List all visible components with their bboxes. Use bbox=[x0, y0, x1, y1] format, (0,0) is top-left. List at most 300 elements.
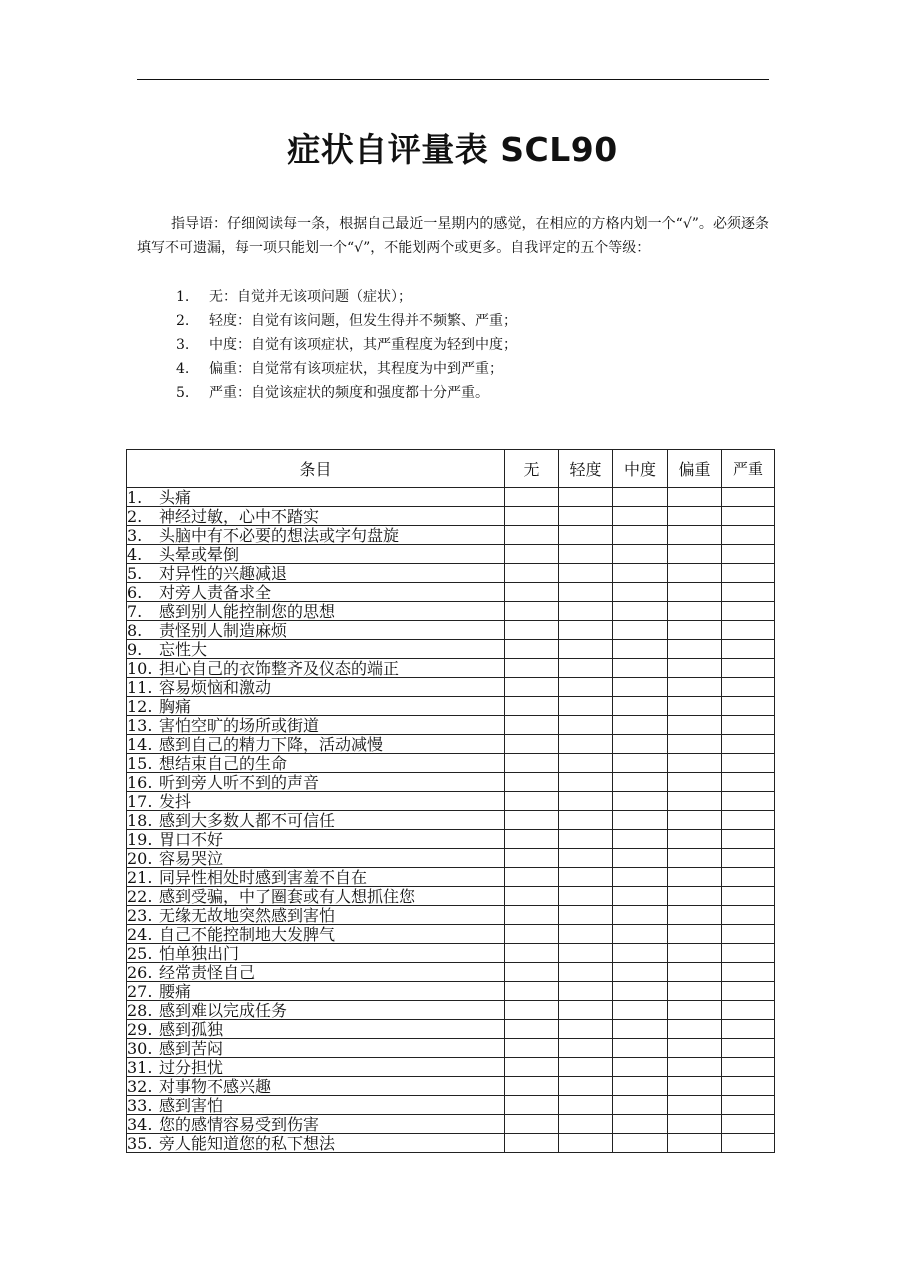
rating-cell-mild[interactable] bbox=[559, 944, 613, 963]
item-text: 感到苦闷 bbox=[159, 1038, 224, 1058]
rating-cell-fairly-severe[interactable] bbox=[668, 1039, 722, 1058]
rating-cell-mild[interactable] bbox=[559, 716, 613, 735]
rating-cell-mild[interactable] bbox=[559, 754, 613, 773]
rating-cell-moderate[interactable] bbox=[613, 640, 668, 659]
rating-cell-mild[interactable] bbox=[559, 564, 613, 583]
rating-cell-severe[interactable] bbox=[722, 621, 775, 640]
item-cell bbox=[127, 1058, 505, 1077]
rating-cell-mild[interactable] bbox=[559, 507, 613, 526]
rating-cell-moderate[interactable] bbox=[613, 1096, 668, 1115]
rating-level: 2. 轻度：自觉有该问题，但发生得并不频繁、严重； bbox=[176, 313, 517, 329]
item-text: 感到大多数人都不可信任 bbox=[159, 810, 336, 830]
rating-cell-moderate[interactable] bbox=[613, 602, 668, 621]
item-number: 7. bbox=[127, 601, 143, 621]
item-number: 25. bbox=[127, 943, 153, 963]
rating-cell-none[interactable] bbox=[505, 754, 559, 773]
header-fairly-severe: 偏重 bbox=[668, 450, 722, 488]
item-text: 同异性相处时感到害羞不自在 bbox=[159, 867, 368, 887]
item-text: 胸痛 bbox=[159, 696, 192, 716]
rating-cell-moderate[interactable] bbox=[613, 792, 668, 811]
item-text: 经常责怪自己 bbox=[159, 962, 256, 982]
item-text: 听到旁人听不到的声音 bbox=[159, 772, 320, 792]
item-cell bbox=[127, 1134, 505, 1153]
rating-cell-none[interactable] bbox=[505, 982, 559, 1001]
header-item: 条目 bbox=[127, 450, 505, 488]
rating-cell-mild[interactable] bbox=[559, 526, 613, 545]
rating-cell-none[interactable] bbox=[505, 583, 559, 602]
item-number: 21. bbox=[127, 867, 153, 887]
item-text: 感到害怕 bbox=[159, 1095, 224, 1115]
rating-cell-none[interactable] bbox=[505, 659, 559, 678]
rating-cell-mild[interactable] bbox=[559, 583, 613, 602]
item-cell bbox=[127, 944, 505, 963]
rating-cell-none[interactable] bbox=[505, 488, 559, 507]
rating-cell-severe[interactable] bbox=[722, 602, 775, 621]
rating-cell-fairly-severe[interactable] bbox=[668, 583, 722, 602]
rating-cell-severe[interactable] bbox=[722, 963, 775, 982]
rating-level: 4. 偏重：自觉常有该项症状，其程度为中到严重； bbox=[176, 361, 503, 377]
rating-cell-mild[interactable] bbox=[559, 602, 613, 621]
item-cell bbox=[127, 488, 505, 507]
rating-cell-moderate[interactable] bbox=[613, 754, 668, 773]
rating-cell-severe[interactable] bbox=[722, 792, 775, 811]
item-number: 3. bbox=[127, 525, 143, 545]
item-number: 22. bbox=[127, 886, 153, 906]
instructions-text: 指导语：仔细阅读每一条，根据自己最近一星期内的感觉，在相应的方格内划一个“√”。必须逐条填写不可遗漏，每一项只能划一个“√”，不能划两个或更多。自我评定的五个等级： bbox=[137, 216, 769, 256]
rating-cell-none[interactable] bbox=[505, 1115, 559, 1134]
rating-cell-fairly-severe[interactable] bbox=[668, 811, 722, 830]
table-row bbox=[127, 1020, 775, 1039]
rating-cell-severe[interactable] bbox=[722, 716, 775, 735]
table-row bbox=[127, 621, 775, 640]
rating-cell-none[interactable] bbox=[505, 1096, 559, 1115]
rating-cell-moderate[interactable] bbox=[613, 583, 668, 602]
rating-cell-none[interactable] bbox=[505, 1058, 559, 1077]
table-row bbox=[127, 526, 775, 545]
item-text: 神经过敏，心中不踏实 bbox=[159, 506, 320, 526]
item-number: 5. bbox=[127, 563, 143, 583]
rating-cell-severe[interactable] bbox=[722, 659, 775, 678]
item-text: 担心自己的衣饰整齐及仪态的端正 bbox=[159, 658, 400, 678]
table-row bbox=[127, 659, 775, 678]
rating-cell-mild[interactable] bbox=[559, 678, 613, 697]
rating-cell-mild[interactable] bbox=[559, 830, 613, 849]
item-number: 15. bbox=[127, 753, 153, 773]
item-cell bbox=[127, 583, 505, 602]
rating-cell-none[interactable] bbox=[505, 602, 559, 621]
item-number: 11. bbox=[127, 677, 153, 697]
rating-cell-none[interactable] bbox=[505, 868, 559, 887]
rating-cell-severe[interactable] bbox=[722, 925, 775, 944]
item-text: 害怕空旷的场所或街道 bbox=[159, 715, 320, 735]
item-number: 10. bbox=[127, 658, 153, 678]
rating-cell-fairly-severe[interactable] bbox=[668, 564, 722, 583]
item-text: 忘性大 bbox=[159, 639, 208, 659]
item-text: 无缘无故地突然感到害怕 bbox=[159, 905, 336, 925]
rating-cell-severe[interactable] bbox=[722, 1115, 775, 1134]
item-cell bbox=[127, 811, 505, 830]
item-number: 26. bbox=[127, 962, 153, 982]
rating-cell-none[interactable] bbox=[505, 830, 559, 849]
item-text: 感到受骗，中了圈套或有人想抓住您 bbox=[159, 886, 416, 906]
rating-cell-fairly-severe[interactable] bbox=[668, 963, 722, 982]
rating-cell-moderate[interactable] bbox=[613, 963, 668, 982]
item-cell bbox=[127, 526, 505, 545]
rating-cell-moderate[interactable] bbox=[613, 716, 668, 735]
item-text: 腰痛 bbox=[159, 981, 192, 1001]
rating-cell-severe[interactable] bbox=[722, 1039, 775, 1058]
rating-cell-none[interactable] bbox=[505, 906, 559, 925]
rating-level: 1. 无：自觉并无该项问题（症状）； bbox=[176, 289, 412, 305]
rating-cell-fairly-severe[interactable] bbox=[668, 1096, 722, 1115]
item-number: 27. bbox=[127, 981, 153, 1001]
item-text: 头痛 bbox=[159, 487, 192, 507]
item-number: 33. bbox=[127, 1095, 153, 1115]
rating-cell-fairly-severe[interactable] bbox=[668, 906, 722, 925]
rating-cell-moderate[interactable] bbox=[613, 1058, 668, 1077]
rating-cell-mild[interactable] bbox=[559, 488, 613, 507]
rating-cell-moderate[interactable] bbox=[613, 1077, 668, 1096]
table-row bbox=[127, 830, 775, 849]
item-cell bbox=[127, 659, 505, 678]
rating-cell-moderate[interactable] bbox=[613, 1134, 668, 1153]
item-number: 29. bbox=[127, 1019, 153, 1039]
rating-cell-severe[interactable] bbox=[722, 640, 775, 659]
rating-level: 5. 严重：自觉该症状的频度和强度都十分严重。 bbox=[176, 385, 489, 401]
rating-cell-mild[interactable] bbox=[559, 545, 613, 564]
table-row bbox=[127, 716, 775, 735]
item-cell bbox=[127, 640, 505, 659]
table-row bbox=[127, 1096, 775, 1115]
item-number: 14. bbox=[127, 734, 153, 754]
table-row bbox=[127, 488, 775, 507]
item-number: 35. bbox=[127, 1133, 153, 1153]
rating-cell-fairly-severe[interactable] bbox=[668, 944, 722, 963]
rating-cell-fairly-severe[interactable] bbox=[668, 545, 722, 564]
rating-cell-moderate[interactable] bbox=[613, 545, 668, 564]
item-cell bbox=[127, 564, 505, 583]
header-mild: 轻度 bbox=[559, 450, 613, 488]
item-text: 感到孤独 bbox=[159, 1019, 224, 1039]
rating-cell-mild[interactable] bbox=[559, 1001, 613, 1020]
rating-cell-fairly-severe[interactable] bbox=[668, 659, 722, 678]
rating-cell-mild[interactable] bbox=[559, 640, 613, 659]
item-cell bbox=[127, 1115, 505, 1134]
item-number: 2. bbox=[127, 506, 143, 526]
item-cell bbox=[127, 735, 505, 754]
table-row bbox=[127, 925, 775, 944]
table-row bbox=[127, 1058, 775, 1077]
table-row bbox=[127, 1039, 775, 1058]
table-row bbox=[127, 678, 775, 697]
rating-cell-mild[interactable] bbox=[559, 1134, 613, 1153]
item-text: 过分担忧 bbox=[159, 1057, 224, 1077]
rating-cell-fairly-severe[interactable] bbox=[668, 507, 722, 526]
rating-cell-none[interactable] bbox=[505, 1039, 559, 1058]
rating-cell-severe[interactable] bbox=[722, 678, 775, 697]
rating-cell-severe[interactable] bbox=[722, 944, 775, 963]
rating-cell-mild[interactable] bbox=[559, 811, 613, 830]
rating-cell-mild[interactable] bbox=[559, 982, 613, 1001]
rating-cell-mild[interactable] bbox=[559, 849, 613, 868]
symptom-rating-table bbox=[126, 449, 775, 1153]
rating-cell-fairly-severe[interactable] bbox=[668, 697, 722, 716]
table-row bbox=[127, 602, 775, 621]
item-text: 头晕或晕倒 bbox=[159, 544, 240, 564]
item-cell bbox=[127, 830, 505, 849]
rating-cell-none[interactable] bbox=[505, 1020, 559, 1039]
rating-cell-mild[interactable] bbox=[559, 1096, 613, 1115]
item-number: 17. bbox=[127, 791, 153, 811]
rating-cell-moderate[interactable] bbox=[613, 944, 668, 963]
header-moderate: 中度 bbox=[613, 450, 668, 488]
rating-cell-moderate[interactable] bbox=[613, 1039, 668, 1058]
rating-cell-severe[interactable] bbox=[722, 1058, 775, 1077]
rating-cell-fairly-severe[interactable] bbox=[668, 735, 722, 754]
table-header-row bbox=[127, 450, 775, 488]
item-number: 32. bbox=[127, 1076, 153, 1096]
rating-cell-fairly-severe[interactable] bbox=[668, 678, 722, 697]
table-row bbox=[127, 849, 775, 868]
rating-cell-severe[interactable] bbox=[722, 1096, 775, 1115]
rating-cell-fairly-severe[interactable] bbox=[668, 868, 722, 887]
rating-cell-severe[interactable] bbox=[722, 982, 775, 1001]
rating-cell-fairly-severe[interactable] bbox=[668, 982, 722, 1001]
rating-cell-moderate[interactable] bbox=[613, 564, 668, 583]
rating-cell-moderate[interactable] bbox=[613, 887, 668, 906]
item-cell bbox=[127, 716, 505, 735]
rating-cell-mild[interactable] bbox=[559, 906, 613, 925]
rating-cell-mild[interactable] bbox=[559, 1115, 613, 1134]
rating-cell-moderate[interactable] bbox=[613, 849, 668, 868]
page-title: 症状自评量表 SCL90 bbox=[287, 130, 618, 169]
item-text: 容易烦恼和激动 bbox=[159, 677, 272, 697]
rating-cell-none[interactable] bbox=[505, 925, 559, 944]
rating-cell-moderate[interactable] bbox=[613, 659, 668, 678]
rating-cell-fairly-severe[interactable] bbox=[668, 830, 722, 849]
rating-cell-none[interactable] bbox=[505, 678, 559, 697]
rating-cell-severe[interactable] bbox=[722, 1001, 775, 1020]
rating-cell-severe[interactable] bbox=[722, 754, 775, 773]
rating-cell-none[interactable] bbox=[505, 526, 559, 545]
rating-cell-fairly-severe[interactable] bbox=[668, 1020, 722, 1039]
rating-cell-severe[interactable] bbox=[722, 773, 775, 792]
rating-cell-none[interactable] bbox=[505, 697, 559, 716]
rating-cell-none[interactable] bbox=[505, 735, 559, 754]
item-number: 30. bbox=[127, 1038, 153, 1058]
rating-cell-moderate[interactable] bbox=[613, 1115, 668, 1134]
table-row bbox=[127, 1134, 775, 1153]
rating-cell-severe[interactable] bbox=[722, 735, 775, 754]
rating-cell-moderate[interactable] bbox=[613, 982, 668, 1001]
table-row bbox=[127, 735, 775, 754]
rating-cell-none[interactable] bbox=[505, 792, 559, 811]
rating-cell-severe[interactable] bbox=[722, 564, 775, 583]
item-number: 16. bbox=[127, 772, 153, 792]
rating-cell-none[interactable] bbox=[505, 887, 559, 906]
rating-cell-none[interactable] bbox=[505, 507, 559, 526]
rating-cell-none[interactable] bbox=[505, 716, 559, 735]
rating-cell-fairly-severe[interactable] bbox=[668, 526, 722, 545]
item-text: 头脑中有不必要的想法或字句盘旋 bbox=[159, 525, 400, 545]
item-number: 9. bbox=[127, 639, 143, 659]
item-cell bbox=[127, 963, 505, 982]
table-row bbox=[127, 773, 775, 792]
rating-cell-none[interactable] bbox=[505, 564, 559, 583]
rating-cell-severe[interactable] bbox=[722, 583, 775, 602]
table-row bbox=[127, 545, 775, 564]
item-text: 旁人能知道您的私下想法 bbox=[159, 1133, 336, 1153]
rating-cell-mild[interactable] bbox=[559, 773, 613, 792]
rating-cell-severe[interactable] bbox=[722, 811, 775, 830]
rating-cell-mild[interactable] bbox=[559, 887, 613, 906]
table-row bbox=[127, 697, 775, 716]
item-cell bbox=[127, 754, 505, 773]
item-number: 24. bbox=[127, 924, 153, 944]
rating-cell-fairly-severe[interactable] bbox=[668, 488, 722, 507]
item-text: 对事物不感兴趣 bbox=[159, 1076, 272, 1096]
rating-cell-moderate[interactable] bbox=[613, 1001, 668, 1020]
rating-cell-mild[interactable] bbox=[559, 697, 613, 716]
table-row bbox=[127, 963, 775, 982]
rating-cell-fairly-severe[interactable] bbox=[668, 1058, 722, 1077]
table-row bbox=[127, 583, 775, 602]
item-cell bbox=[127, 602, 505, 621]
rating-cell-none[interactable] bbox=[505, 849, 559, 868]
rating-cell-none[interactable] bbox=[505, 1001, 559, 1020]
rating-cell-mild[interactable] bbox=[559, 1020, 613, 1039]
rating-cell-moderate[interactable] bbox=[613, 507, 668, 526]
rating-cell-moderate[interactable] bbox=[613, 1020, 668, 1039]
rating-cell-moderate[interactable] bbox=[613, 811, 668, 830]
rating-cell-severe[interactable] bbox=[722, 868, 775, 887]
rating-cell-none[interactable] bbox=[505, 1077, 559, 1096]
rating-cell-fairly-severe[interactable] bbox=[668, 754, 722, 773]
rating-cell-moderate[interactable] bbox=[613, 830, 668, 849]
rating-cell-fairly-severe[interactable] bbox=[668, 849, 722, 868]
rating-cell-none[interactable] bbox=[505, 621, 559, 640]
rating-cell-fairly-severe[interactable] bbox=[668, 602, 722, 621]
rating-cell-severe[interactable] bbox=[722, 849, 775, 868]
rating-cell-mild[interactable] bbox=[559, 1058, 613, 1077]
rating-cell-moderate[interactable] bbox=[613, 697, 668, 716]
item-cell bbox=[127, 621, 505, 640]
item-cell bbox=[127, 1096, 505, 1115]
item-text: 怕单独出门 bbox=[159, 943, 240, 963]
rating-cell-none[interactable] bbox=[505, 1134, 559, 1153]
rating-cell-fairly-severe[interactable] bbox=[668, 887, 722, 906]
item-cell bbox=[127, 868, 505, 887]
item-text: 自己不能控制地大发脾气 bbox=[159, 924, 336, 944]
item-text: 您的感情容易受到伤害 bbox=[159, 1114, 320, 1134]
rating-level: 3. 中度：自觉有该项症状，其严重程度为轻到中度； bbox=[176, 337, 517, 353]
item-cell bbox=[127, 792, 505, 811]
rating-cell-severe[interactable] bbox=[722, 1134, 775, 1153]
rating-cell-severe[interactable] bbox=[722, 488, 775, 507]
rating-cell-severe[interactable] bbox=[722, 906, 775, 925]
item-cell bbox=[127, 1039, 505, 1058]
table-row bbox=[127, 507, 775, 526]
item-cell bbox=[127, 507, 505, 526]
rating-cell-severe[interactable] bbox=[722, 526, 775, 545]
item-cell bbox=[127, 697, 505, 716]
rating-cell-none[interactable] bbox=[505, 811, 559, 830]
item-cell bbox=[127, 1077, 505, 1096]
rating-cell-moderate[interactable] bbox=[613, 906, 668, 925]
rating-cell-severe[interactable] bbox=[722, 545, 775, 564]
rating-cell-none[interactable] bbox=[505, 963, 559, 982]
item-number: 6. bbox=[127, 582, 143, 602]
rating-cell-mild[interactable] bbox=[559, 1039, 613, 1058]
rating-cell-moderate[interactable] bbox=[613, 735, 668, 754]
item-number: 18. bbox=[127, 810, 153, 830]
rating-cell-none[interactable] bbox=[505, 944, 559, 963]
rating-cell-fairly-severe[interactable] bbox=[668, 792, 722, 811]
table-row bbox=[127, 754, 775, 773]
rating-cell-severe[interactable] bbox=[722, 697, 775, 716]
rating-cell-fairly-severe[interactable] bbox=[668, 716, 722, 735]
rating-cell-fairly-severe[interactable] bbox=[668, 1134, 722, 1153]
item-text: 感到自己的精力下降，活动减慢 bbox=[159, 734, 384, 754]
rating-cell-fairly-severe[interactable] bbox=[668, 773, 722, 792]
rating-cell-none[interactable] bbox=[505, 545, 559, 564]
rating-cell-severe[interactable] bbox=[722, 830, 775, 849]
item-number: 19. bbox=[127, 829, 153, 849]
table-row bbox=[127, 1001, 775, 1020]
rating-cell-mild[interactable] bbox=[559, 1077, 613, 1096]
rating-cell-severe[interactable] bbox=[722, 1077, 775, 1096]
rating-cell-fairly-severe[interactable] bbox=[668, 1001, 722, 1020]
rating-cell-moderate[interactable] bbox=[613, 488, 668, 507]
table-row bbox=[127, 1115, 775, 1134]
item-cell bbox=[127, 773, 505, 792]
rating-cell-severe[interactable] bbox=[722, 507, 775, 526]
rating-cell-mild[interactable] bbox=[559, 792, 613, 811]
rating-cell-fairly-severe[interactable] bbox=[668, 1115, 722, 1134]
rating-cell-mild[interactable] bbox=[559, 621, 613, 640]
rating-cell-severe[interactable] bbox=[722, 1020, 775, 1039]
rating-cell-mild[interactable] bbox=[559, 735, 613, 754]
rating-cell-fairly-severe[interactable] bbox=[668, 621, 722, 640]
rating-cell-none[interactable] bbox=[505, 773, 559, 792]
item-number: 28. bbox=[127, 1000, 153, 1020]
rating-cell-mild[interactable] bbox=[559, 925, 613, 944]
item-cell bbox=[127, 1020, 505, 1039]
rating-cell-none[interactable] bbox=[505, 640, 559, 659]
rating-cell-fairly-severe[interactable] bbox=[668, 1077, 722, 1096]
rating-cell-moderate[interactable] bbox=[613, 678, 668, 697]
table-row bbox=[127, 1077, 775, 1096]
rating-cell-moderate[interactable] bbox=[613, 526, 668, 545]
rating-cell-moderate[interactable] bbox=[613, 773, 668, 792]
rating-cell-fairly-severe[interactable] bbox=[668, 640, 722, 659]
header-rule bbox=[137, 79, 769, 80]
rating-cell-mild[interactable] bbox=[559, 868, 613, 887]
item-cell bbox=[127, 925, 505, 944]
rating-cell-mild[interactable] bbox=[559, 963, 613, 982]
item-text: 发抖 bbox=[159, 791, 192, 811]
item-text: 容易哭泣 bbox=[159, 848, 224, 868]
item-number: 34. bbox=[127, 1114, 153, 1134]
rating-cell-moderate[interactable] bbox=[613, 868, 668, 887]
item-text: 责怪别人制造麻烦 bbox=[159, 620, 288, 640]
item-number: 4. bbox=[127, 544, 143, 564]
rating-cell-severe[interactable] bbox=[722, 887, 775, 906]
rating-cell-fairly-severe[interactable] bbox=[668, 925, 722, 944]
rating-cell-moderate[interactable] bbox=[613, 621, 668, 640]
rating-cell-mild[interactable] bbox=[559, 659, 613, 678]
rating-cell-moderate[interactable] bbox=[613, 925, 668, 944]
